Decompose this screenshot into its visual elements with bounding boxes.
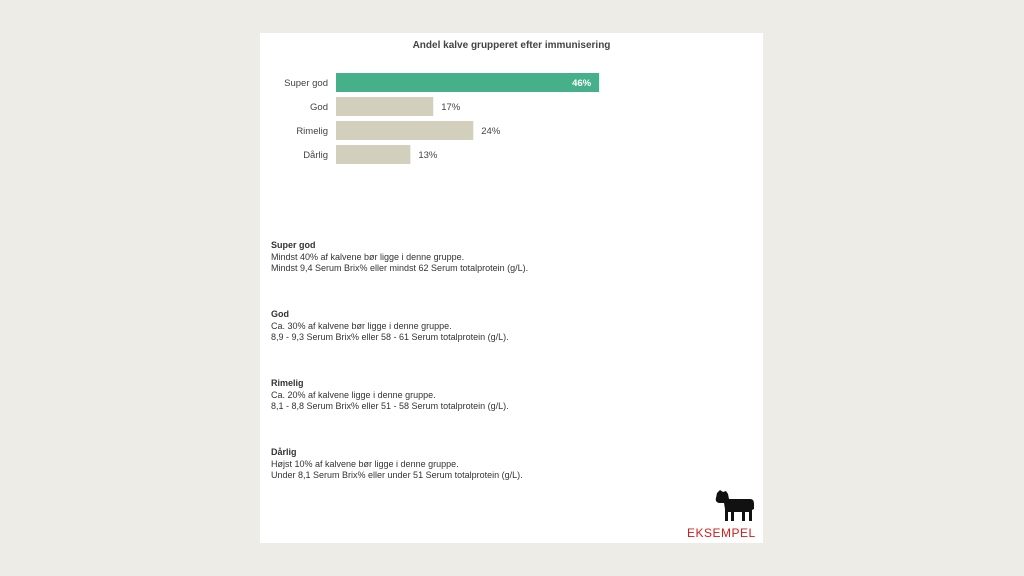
- description-line: Ca. 30% af kalvene bør ligge i denne gruppe.: [271, 320, 452, 331]
- calf-icon: [714, 487, 756, 523]
- description-title: Dårlig: [271, 447, 297, 457]
- bar: [336, 121, 473, 140]
- value-label: 13%: [418, 150, 438, 161]
- value-label: 24%: [481, 126, 501, 137]
- description-line: Mindst 40% af kalvene bør ligge i denne gruppe.: [271, 251, 465, 262]
- example-stamp: EKSEMPEL: [687, 526, 756, 540]
- value-label: 17%: [441, 102, 461, 113]
- category-label: Super god: [284, 78, 328, 89]
- bar: [336, 97, 433, 116]
- chart-card: [260, 33, 763, 543]
- chart-title: Andel kalve grupperet efter immunisering: [412, 40, 611, 51]
- description-line: 8,9 - 9,3 Serum Brix% eller 58 - 61 Serum totalprotein (g/L).: [271, 332, 509, 342]
- description-title: God: [271, 309, 289, 319]
- description-title: Super god: [271, 240, 316, 250]
- value-label: 46%: [572, 78, 592, 89]
- description-line: Under 8,1 Serum Brix% eller under 51 Serum totalprotein (g/L).: [271, 470, 523, 480]
- bar: [336, 73, 599, 92]
- description-line: Højst 10% af kalvene bør ligge i denne gruppe.: [271, 458, 459, 469]
- description-god: [271, 309, 509, 344]
- bar: [336, 145, 410, 164]
- description-darlig: [271, 447, 523, 482]
- category-label: God: [310, 102, 328, 113]
- description-line: Mindst 9,4 Serum Brix% eller mindst 62 Serum totalprotein (g/L).: [271, 263, 529, 273]
- description-super-god: [271, 240, 528, 275]
- bar-chart: [260, 33, 763, 183]
- description-line: Ca. 20% af kalvene ligge i denne gruppe.: [271, 389, 436, 400]
- description-title: Rimelig: [271, 378, 304, 388]
- category-label: Rimelig: [296, 126, 328, 137]
- description-line: 8,1 - 8,8 Serum Brix% eller 51 - 58 Serum totalprotein (g/L).: [271, 401, 509, 411]
- description-rimelig: [271, 378, 509, 413]
- category-label: Dårlig: [303, 150, 328, 161]
